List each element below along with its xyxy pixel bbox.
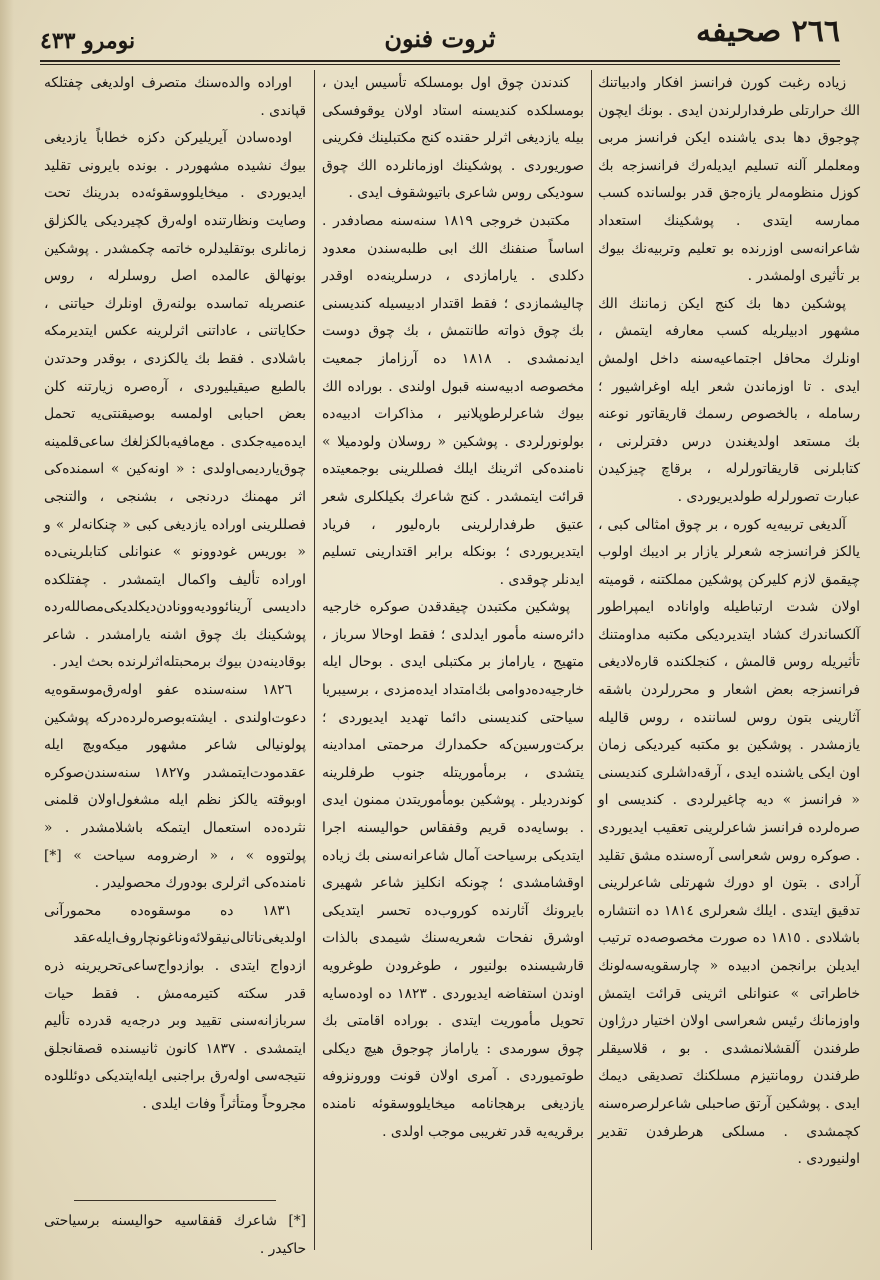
paragraph: اوراده والده‌سنك متصرف اولدیغی چفتلکه قپاندی .	[44, 75, 306, 119]
paragraph: زیاده رغبت کورن فرانسز افکار وادبیاتنك الك حرارتلی طرفدارلرندن ایدی . بونك ایچون چوجوق دها بدی یاشنده ایکن فرانسز مربی ومعلملر آلنه تسلیم ایدیله‌رك فرانسزجه بك کوزل منظومه‌لر یازه‌جق قدر بولسانده کسب ممارسه ایتدی . پوشکینك استعداد شاعرانه‌سی اوزرنده بو تعلیم وتربیه‌نك بیوك بر تأثیری اولمشدر .	[598, 75, 860, 285]
footnote	[44, 1208, 306, 1263]
page-binding-shadow	[0, 0, 14, 1280]
footnote-separator	[74, 1200, 276, 1201]
paragraph: پوشکین مکتبدن چیقدقدن صوکره خارجیه دائره‌سنه مأمور ایدلدی ؛ فقط اوحالا سرباز ، متهیج ، یاراماز بر مکتبلی ایدی . بوحال ایله خارجیه‌ده‌دوامی بك‌امتداد ایده‌مزدی ، برسیبریا سیاحتی کندیسنی دائما تهدید ایدیوردی ؛ برکت‌ورسین‌که حکمدارك مرحمتی امدادینه یتشدی ، برمأموریتله جنوب طرفلرینه کوندردیلر . پوشکین بومأموریتدن ممنون ایدی . بوسایه‌ده قریم وقفقاس حوالیسنه اجرا ایتدیکی برسیاحت آمال شاعرانه‌سنی بك زیاده اوقشامشدی ؛ چونکه انکلیز شاعر شهیری بایرونك آثارنده کوروب‌ده تحسر ایتدیکی اوشرق نفحات شعریه‌سنك شیمدی بالذات قارشیسنده بولنیور ، طوغرودن طوغرویه اوندن استفاضه ایدیوردی . ١٨٢٣ ده اوده‌سایه تحویل مأموریت ایتدی . بوراده اقامتی بك چوق سورمدی : یاراماز چوجوق هیچ دیکلی طوتمیوردی . آمری اولان قونت وورونزوفه یازدیغی برهجانامه میخایلووسقوئه نامنده برقریه‌یه قدر تغریبی موجب اولدی .	[322, 599, 585, 1140]
header-rule-thin	[40, 64, 840, 65]
header-rule	[40, 60, 840, 62]
paragraph: مکتبدن خروجی ١٨١٩ سنه‌سنه مصادفدر . اساساً صنفنك الك ابی طلبه‌سندن معدود دکلدی . یارامازدی ، درسلرینه‌ده اوقدر چالیشمازدی ؛ فقط اقتدار ادبیسیله کندیسنی بك چوق ذواته طانتمش ، بك چوق دوست ایدنمشدی . ١٨١٨ ده آرزاماز جمعیت مخصوصه ادبیه‌سنه قبول اولندی . بوراده الك بیوك شاعرلرطوپلانیر ، مذاکرات ادبیه‌ده بولونورلردی . پوشکین « روسلان ولودمیلا » نامنده‌کی اثرینك ایلك فصللرینی بوجمعیتده قرائت ایتمشدر . کنج شاعرك بکیلکلری شعر عتیق طرفدارلرینی بارەلیور ، فریاد ایتدیریوردی ؛ بونکله برابر اقتدارینی تسلیم ایدنلر چوقدی .	[322, 212, 584, 588]
page-number-label: ٢٦٦ صحیفه	[696, 14, 840, 49]
column-left	[44, 70, 306, 1257]
issue-number-label: نومرو ٤٣٣	[40, 28, 136, 54]
footnote-text: [*] شاعرك قفقاسیه حوالیسنه برسیاحتی حاکیدر .	[44, 1213, 306, 1257]
column-right	[598, 70, 860, 1250]
column-divider-left	[314, 70, 315, 1250]
paragraph: کندندن چوق اول بومسلکه تأسیس ایدن ، بومسلکده کندیسنه استاد اولان یوقوفسکی بیله یازدیغی اثرلر حقنده کنج مکتبلینك فکرینی صوریوردی . پوشکینك اوزمانلرده الك چوق سودیکی روس شاعری باتیوشقوف ایدی .	[322, 75, 584, 202]
paragraph: ١٨٢٦ سنه‌سنده عفو اوله‌رق‌موسقوه‌یه دعوت‌اولندی . ایشته‌بوصره‌لرده‌درکه پوشکین پولونیالی شاعر مشهور میکه‌ویچ ایله عقدمودت‌ایتمشدر و١٨٢٧ سنه‌سندن‌صوکره اوبوقته یالکز نظم ایله مشغول‌اولان قلمنی نثرده‌ده استعمال ایتمکه باشلامشدر . « پولتووه » ، « ارضرومه سیاحت » [*] نامنده‌کی اثرلری بودورك محصولیدر .	[44, 682, 306, 892]
paragraph: ١٨٣١ ده موسقوه‌ده محمور‌آنی اولدیغی‌ناتالی‌نیقولائه‌وناغونچاروف‌ایله‌عقد ازدواج ایتدی . بوازدواج‌ساعی‌تحریرینه ذره قدر سکته کتیرمه‌مش . فقط حیات سربازانه‌سنی تقیید وبر درجه‌یه قدرده تألیم ایتمشدی . ١٨٣٧ کانون ثانیسنده قصقانجلق نتیجه‌سی اوله‌رق براجنبی ایله‌ایتدیکی دوئللوده مجروحاً ومتأثراً وفات ایلدی .	[44, 902, 306, 1112]
page-header	[40, 14, 840, 64]
paragraph: پوشکین دها بك کنج ایکن زماننك الك مشهور ادبیلریله کسب معارفه ایتمش ، اونلرك محافل اجتماعیه‌سنه داخل اولمش ایدی . تا اوزماندن شعر ایله اوغراشیور ؛ رسامله ، بالخصوص رسمك قاریقاتور نوعنه بك مستعد اولدیغندن درس دفترلرنی ، کتابلرنی قاریقاتورلرله ، برقاچ چیزکیدن عبارت تصورلرله طولدیریوردی .	[598, 295, 860, 505]
journal-title: ثروت فنون	[384, 24, 496, 53]
column-middle	[322, 70, 584, 1250]
column-divider-right	[591, 70, 592, 1250]
paragraph: اوده‌سادن آیریلیرکن دکزه خطاباً یازدیغی بیوك نشیده مشهوردر . بونده بایرونی تقلید ایدیوردی . میخایلووسقوئه‌ده بدرینك تحت وصایت ونظارتنده اوله‌رق کچیردیکی یالکزلق زمانلری بوتقلیدلره خاتمه چکمشدر . پوشکین بونهالق عالمده اصل روسلرله ، روس عنصریله تماسده بولنه‌رق اونلرك حیاتنی ، حکایاتنی ، عاداتنی اثرلرینه عکس ایتدیرمکه باشلادی . فقط بك یالکزدی ، بوقدر وحدتدن بالطبع صیقیلیوردی ، آره‌صره زیارتنه کلن بعض احبابی اولمسه بوصیقنتی‌یه تحمل ایده‌میه‌جکدی . مع‌مافیه‌بالکزلغك ساعی‌قلمینه چوق‌یاردیمی‌اولدی : « اونه‌کین » اسمنده‌کی اثر مهمنك دردنجی ، بشنجی ، والتنجی فصللرینی اوراده یازدیغی کبی « چنکانه‌لر » و « بوریس غودوونو » عنوانلی کتابلرینی‌ده اوراده تألیف واکمال ایتمشدر . چفتلکده دادیسی آرینائوودیه‌وونادن‌دیکلدیکی‌مصالله‌رده پوشکینك بك چوق اشنه یارامشدر . شاعر بوقادینه‌دن بیوك برمحبتله‌اثرلرنده بحث ایدر .	[44, 130, 306, 671]
paragraph: آلدیغی تربیه‌یه کوره ، بر چوق امثالی کبی ، یالکز فرانسزجه شعرلر یازار بر ادیبك اولوب چیقمق لازم کلیرکن پوشکین مملکتنه ، قومیته اولان شدت ارتباطیله واواناده ایمپراطور آلکساندرك کشاد ایتدیردیکی مکتبه مداومتنك تأثیریله روس قالمش ، کنجلکنده قارەلادیغی فرانسزجه بعض اشعار و محررلردن باشقه آثارینی بتون روس لساننده ، روس قالیله یازمشدر . پوشکین بو مکتبه کیردیکی زمان اون ایکی یاشنده ایدی ، آرقه‌داشلری کندیسنی « فرانسز » دیه چاغیرلردی . کندیسی او صره‌لرده فرانسز شاعرلرینی تعقیب ایدیوردی . صوکره روس شعراسی آره‌سنده مشق تقلید آرادی . بتون او دورك شهرتلی شاعرلرینی تدقیق ایتدی . ایلك شعرلری ١٨١٤ ده انتشاره باشلادی . ١٨١٥ ده صورت مخصوصه‌ده ترتیب ایدیلن برانجمن ادبیده « چارسقویه‌سه‌لونك خاطراتی » عنوانلی اثرینی قرائت ایتمش واوزمانك رئیس شعراسی اولان اختیار درژاون طرفندن آلقشلانمشدی . بو ، قلاسیقلر طرفندن رومانتیزم مسلکنك تصدیقی دیمك ایدی . پوشکین آرتق صاحبلی شاعرلرصره‌سنه کچمشدی . مسلکی هرطرفدن تقدیر اولنیوردی .	[598, 516, 860, 1168]
